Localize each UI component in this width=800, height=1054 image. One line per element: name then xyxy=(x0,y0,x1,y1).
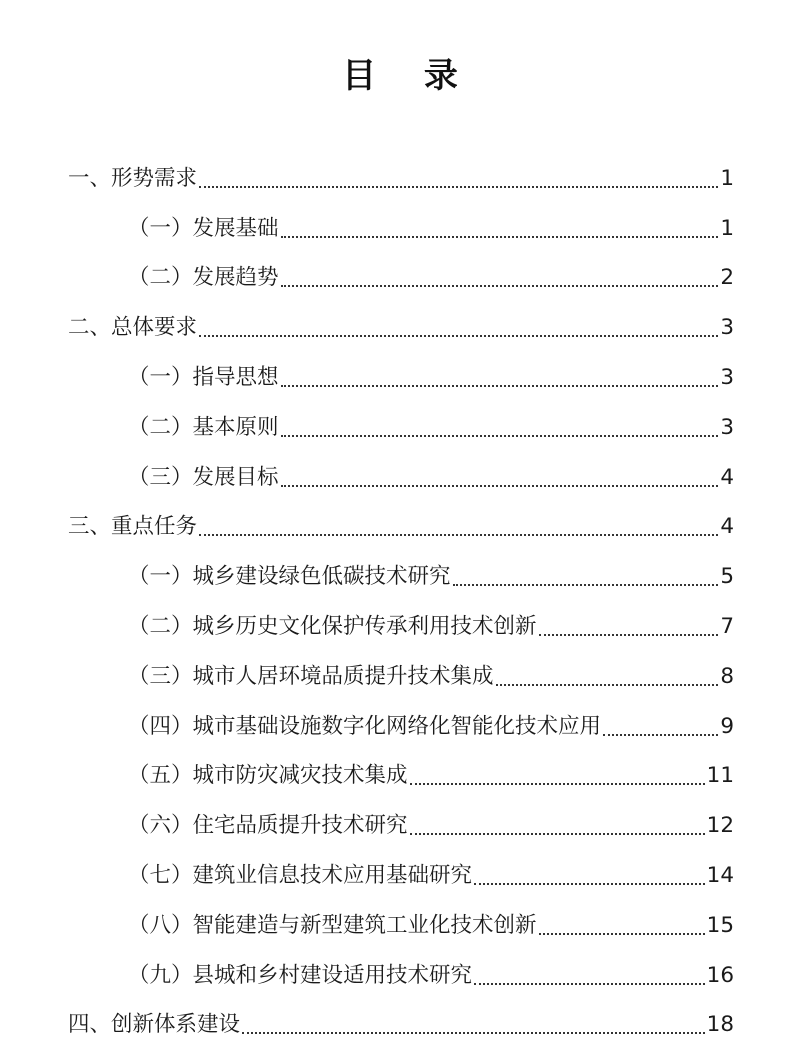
toc-entry-page-number: 4 xyxy=(720,464,734,490)
dot-leader xyxy=(281,232,719,238)
toc-entry[interactable] xyxy=(0,545,800,595)
dot-leader xyxy=(281,431,719,437)
toc-entry-page-number: 7 xyxy=(720,613,734,639)
toc-entry-label: 一、形势需求 xyxy=(68,165,198,191)
toc-entry-label: （九）县城和乡村建设适用技术研究 xyxy=(128,962,473,988)
dot-leader xyxy=(281,381,719,387)
toc-entry-label: （一）城乡建设绿色低碳技术研究 xyxy=(128,564,451,590)
dot-leader xyxy=(453,580,719,586)
toc-entry[interactable] xyxy=(0,496,800,546)
dot-leader xyxy=(410,829,705,835)
toc-entry[interactable] xyxy=(0,745,800,795)
dot-leader xyxy=(199,331,718,337)
toc-entry[interactable] xyxy=(0,346,800,396)
toc-entry[interactable] xyxy=(0,197,800,247)
toc-entry[interactable] xyxy=(0,794,800,844)
toc-entry[interactable] xyxy=(0,844,800,894)
toc-entry-page-number: 3 xyxy=(720,414,734,440)
toc-entry-label: （二）基本原则 xyxy=(128,414,279,440)
table-of-contents xyxy=(0,147,800,1043)
toc-entry[interactable] xyxy=(0,944,800,994)
toc-entry-label: （六）住宅品质提升技术研究 xyxy=(128,813,408,839)
dot-leader xyxy=(603,730,718,736)
toc-entry-label: （五）城市防灾减灾技术集成 xyxy=(128,763,408,789)
toc-entry-page-number: 11 xyxy=(706,763,734,789)
toc-entry-page-number: 15 xyxy=(706,912,734,938)
dot-leader xyxy=(199,182,718,188)
toc-entry-label: （二）城乡历史文化保护传承利用技术创新 xyxy=(128,613,537,639)
toc-entry-label: （四）城市基础设施数字化网络化智能化技术应用 xyxy=(128,713,602,739)
toc-entry-page-number: 4 xyxy=(720,514,734,540)
toc-entry-label: （二）发展趋势 xyxy=(128,265,279,291)
dot-leader xyxy=(496,680,719,686)
toc-entry-label: （三）发展目标 xyxy=(128,464,279,490)
dot-leader xyxy=(242,1028,705,1034)
toc-entry-page-number: 14 xyxy=(706,862,734,888)
toc-entry-page-number: 18 xyxy=(706,1012,734,1038)
toc-entry-label: （三）城市人居环境品质提升技术集成 xyxy=(128,663,494,689)
toc-entry[interactable] xyxy=(0,645,800,695)
dot-leader xyxy=(474,979,705,985)
toc-entry-label: （八）智能建造与新型建筑工业化技术创新 xyxy=(128,912,537,938)
toc-entry-page-number: 2 xyxy=(720,265,734,291)
toc-entry-label: （一）发展基础 xyxy=(128,215,279,241)
toc-entry-page-number: 1 xyxy=(720,215,734,241)
toc-entry[interactable] xyxy=(0,147,800,197)
toc-entry[interactable] xyxy=(0,446,800,496)
toc-entry-label: 三、重点任务 xyxy=(68,514,198,540)
dot-leader xyxy=(539,630,719,636)
toc-entry-page-number: 1 xyxy=(720,165,734,191)
dot-leader xyxy=(539,929,705,935)
toc-entry[interactable] xyxy=(0,247,800,297)
toc-entry-label: （一）指导思想 xyxy=(128,364,279,390)
toc-entry[interactable] xyxy=(0,994,800,1044)
toc-entry-page-number: 5 xyxy=(720,564,734,590)
dot-leader xyxy=(281,281,719,287)
toc-entry-label: （七）建筑业信息技术应用基础研究 xyxy=(128,862,473,888)
toc-entry-page-number: 3 xyxy=(720,364,734,390)
toc-entry-page-number: 12 xyxy=(706,813,734,839)
toc-entry[interactable] xyxy=(0,894,800,944)
toc-entry-page-number: 9 xyxy=(720,713,734,739)
toc-entry-page-number: 16 xyxy=(706,962,734,988)
dot-leader xyxy=(281,481,719,487)
toc-entry[interactable] xyxy=(0,695,800,745)
dot-leader xyxy=(474,879,705,885)
toc-entry-label: 四、创新体系建设 xyxy=(68,1012,241,1038)
toc-entry[interactable] xyxy=(0,396,800,446)
toc-entry-page-number: 3 xyxy=(720,315,734,341)
page-title: 目 录 xyxy=(342,56,476,96)
toc-entry-label: 二、总体要求 xyxy=(68,315,198,341)
dot-leader xyxy=(410,779,705,785)
toc-entry[interactable] xyxy=(0,296,800,346)
toc-entry-page-number: 8 xyxy=(720,663,734,689)
toc-entry[interactable] xyxy=(0,595,800,645)
dot-leader xyxy=(199,530,718,536)
